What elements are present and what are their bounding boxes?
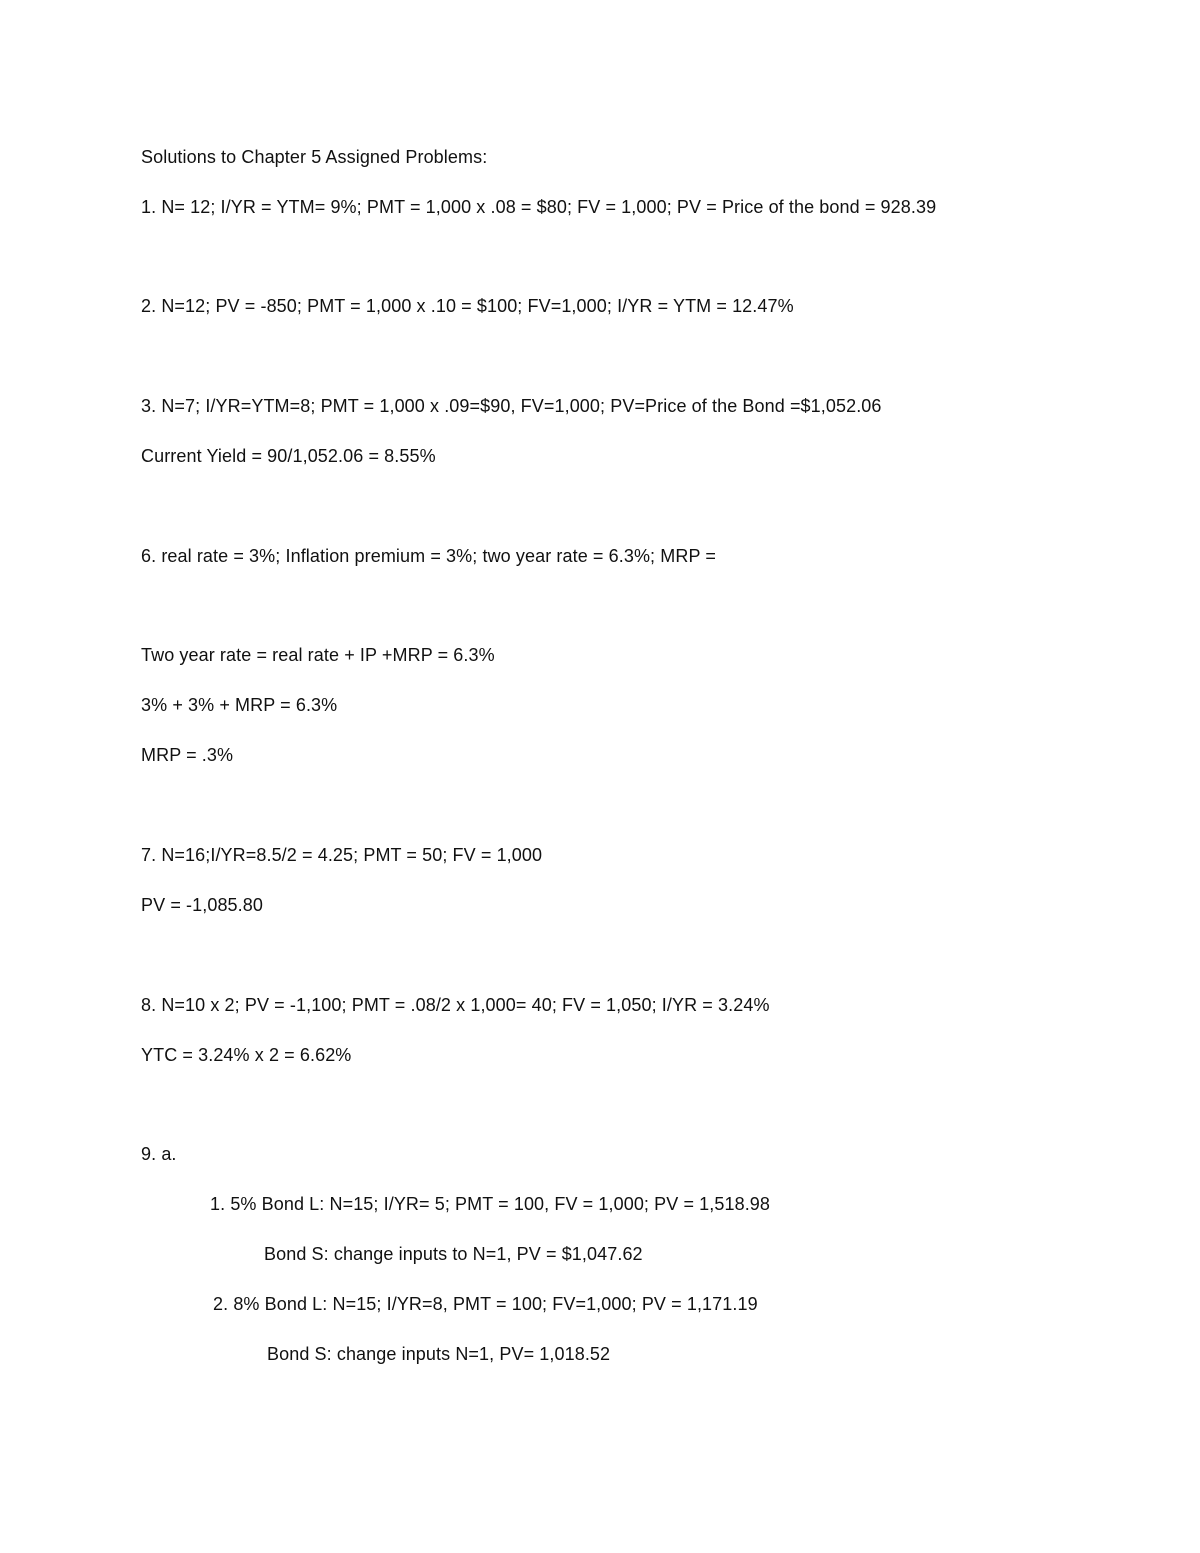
document-title: Solutions to Chapter 5 Assigned Problems: — [141, 147, 488, 167]
problem-7: 7. N=16;I/YR=8.5/2 = 4.25; PMT = 50; FV = 1,000 — [141, 845, 543, 865]
problem-6-formula: Two year rate = real rate + IP +MRP = 6.3% — [141, 645, 495, 665]
problem-6-answer: MRP = .3% — [141, 745, 234, 765]
problem-8-answer: YTC = 3.24% x 2 = 6.62% — [141, 1045, 352, 1065]
problem-9-part-1-bond-s: Bond S: change inputs to N=1, PV = $1,047.62 — [264, 1244, 643, 1264]
problem-6-substitution: 3% + 3% + MRP = 6.3% — [141, 695, 338, 715]
problem-3: 3. N=7; I/YR=YTM=8; PMT = 1,000 x .09=$90, FV=1,000; PV=Price of the Bond =$1,052.06 — [141, 396, 882, 416]
problem-7-answer: PV = -1,085.80 — [141, 895, 263, 915]
problem-3-current-yield: Current Yield = 90/1,052.06 = 8.55% — [141, 446, 436, 466]
problem-9-part-2-bond-s: Bond S: change inputs N=1, PV= 1,018.52 — [267, 1344, 611, 1364]
problem-9-part-2: 2. 8% Bond L: N=15; I/YR=8, PMT = 100; FV=1,000; PV = 1,171.19 — [213, 1294, 758, 1314]
problem-2: 2. N=12; PV = -850; PMT = 1,000 x .10 = $100; FV=1,000; I/YR = YTM = 12.47% — [141, 296, 794, 316]
problem-8: 8. N=10 x 2; PV = -1,100; PMT = .08/2 x 1,000= 40; FV = 1,050; I/YR = 3.24% — [141, 995, 770, 1015]
problem-9-part-1: 1. 5% Bond L: N=15; I/YR= 5; PMT = 100, FV = 1,000; PV = 1,518.98 — [210, 1194, 771, 1214]
problem-9-heading: 9. a. — [141, 1144, 177, 1164]
problem-1: 1. N= 12; I/YR = YTM= 9%; PMT = 1,000 x .08 = $80; FV = 1,000; PV = Price of the bond = 928.39 — [141, 197, 937, 217]
problem-6: 6. real rate = 3%; Inflation premium = 3%; two year rate = 6.3%; MRP = — [141, 546, 716, 566]
